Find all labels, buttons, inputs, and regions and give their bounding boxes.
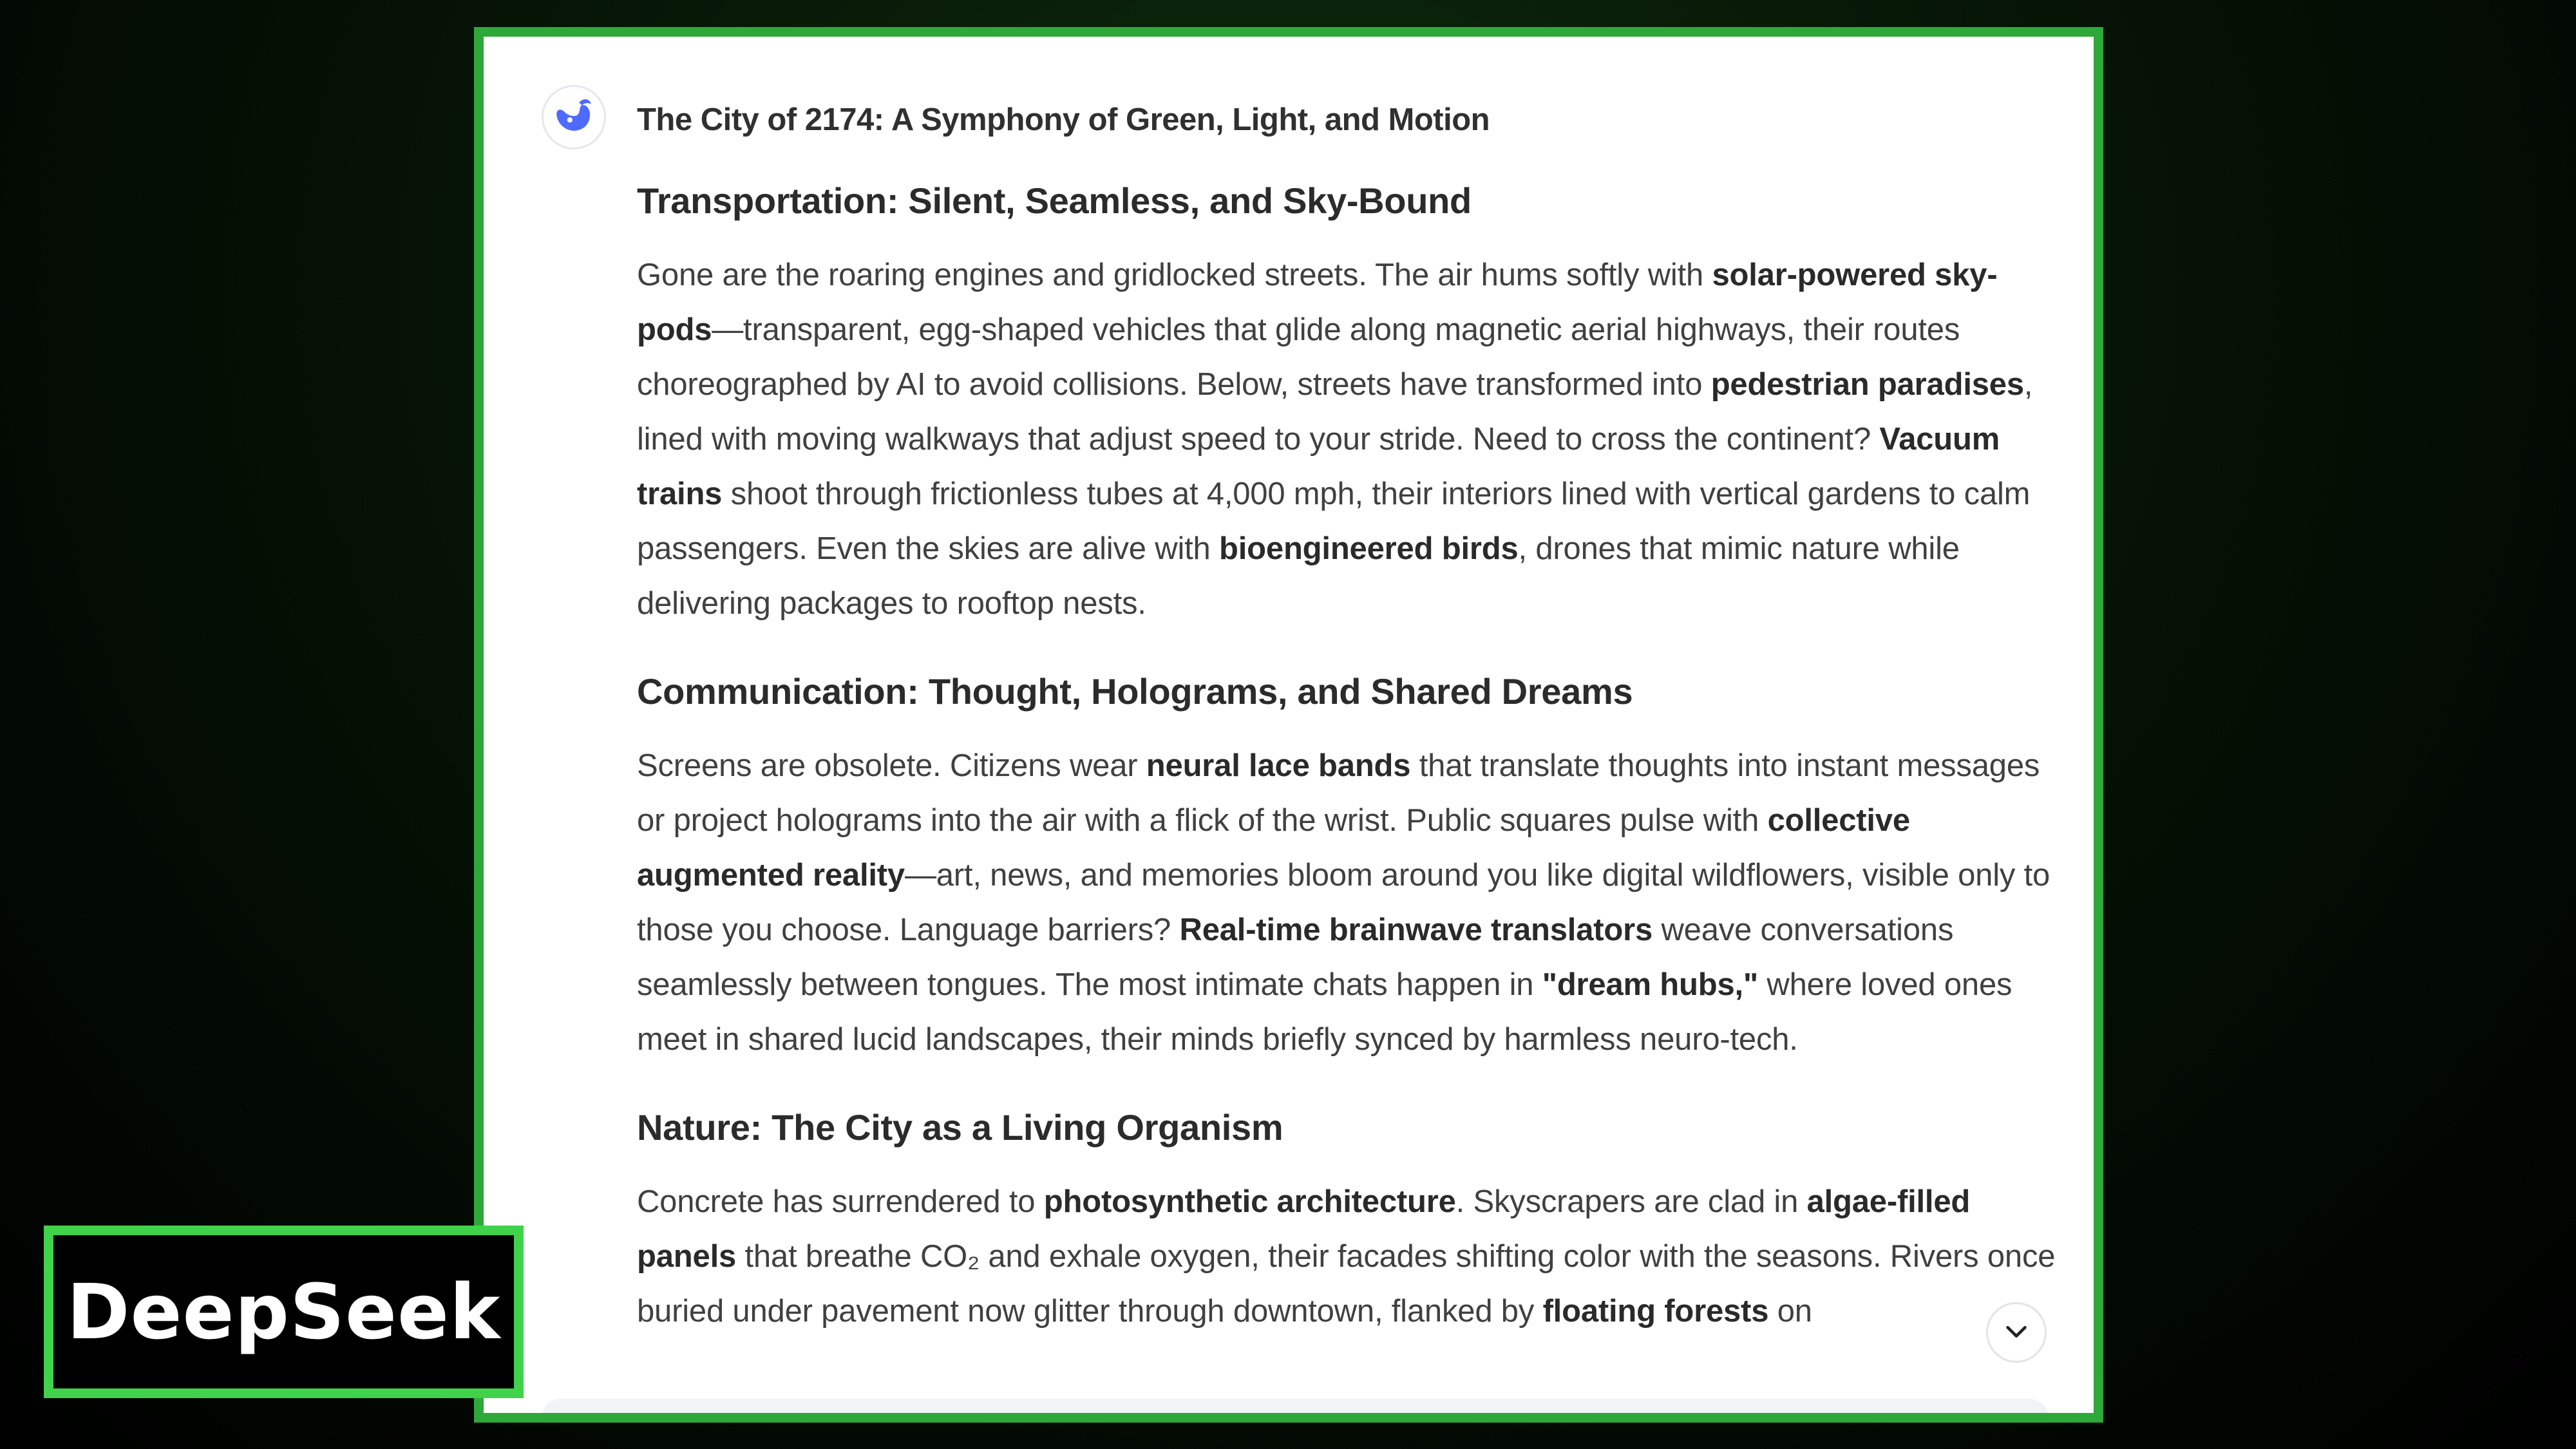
chat-panel [474,27,2103,1423]
section-paragraph-transportation [637,248,2067,631]
text-run: Screens are obsolete. Citizens wear [637,748,1146,784]
scroll-to-bottom-button[interactable] [1986,1302,2047,1363]
text-run: Concrete has surrendered to [637,1184,1044,1220]
section-paragraph-nature [637,1175,2067,1339]
bold-phrase: collective augmented reality [637,803,1910,893]
text-run: that breathe CO₂ and exhale oxygen, their facades shifting color with the seasons. Rivers once buried under pavement now glitter through downtown, flanked by [637,1239,2056,1329]
text-run: , lined with moving walkways that adjust speed to your stride. Need to cross the continent? [637,366,2033,457]
section-heading-nature: Nature: The City as a Living Organism [637,1107,1283,1148]
bold-phrase: photosynthetic architecture [1043,1184,1456,1220]
text-run: shoot through frictionless tubes at 4,000 mph, their interiors lined with vertical gardens to calm passengers. Even the skies are alive with [637,476,2031,566]
section-paragraph-communication [637,739,2067,1067]
text-run: —art, news, and memories bloom around you like digital wildflowers, visible only to those you choose. Language barriers? [637,858,2050,948]
bold-phrase: bioengineered birds [1219,531,1519,566]
bold-phrase: Vacuum trains [637,421,2000,511]
bold-phrase: "dream hubs," [1542,967,1758,1003]
response-title: The City of 2174: A Symphony of Green, Light, and Motion [637,102,1490,137]
text-run: weave conversations seamlessly between tongues. The most intimate chats happen in [637,913,1954,1003]
message-content [637,101,2067,1378]
deepseek-brand-badge [44,1226,524,1398]
text-run: on [1768,1294,1812,1329]
text-run: —transparent, egg-shaped vehicles that glide along magnetic aerial highways, their routes choreographed by AI to avoid collisions. Below, streets have transformed into [637,312,1960,402]
bold-phrase: pedestrian paradises [1710,366,2024,402]
text-run: that translate thoughts into instant messages or project holograms into the air with a flick of the wrist. Public squares pulse with [637,748,2040,838]
text-run: . Skyscrapers are clad in [1455,1184,1807,1220]
bold-phrase: Real-time brainwave translators [1179,913,1653,948]
bold-phrase: neural lace bands [1146,748,1411,784]
bold-phrase: floating forests [1542,1294,1769,1329]
bold-phrase: solar-powered sky-pods [637,257,1998,347]
deepseek-avatar [542,85,606,149]
chevron-down-icon [2002,1316,2031,1349]
chat-input-bar[interactable] [542,1399,2049,1423]
brand-label: DeepSeek [66,1267,501,1356]
bold-phrase: algae-filled panels [637,1184,1971,1274]
text-run: Gone are the roaring engines and gridlocked streets. The air hums softly with [637,257,1712,292]
whale-logo-icon [553,95,595,140]
text-run: where loved ones meet in shared lucid landscapes, their minds briefly synced by harmless neuro-tech. [637,967,2012,1057]
section-heading-communication: Communication: Thought, Holograms, and Shared Dreams [637,670,1633,712]
section-heading-transportation: Transportation: Silent, Seamless, and Sky-Bound [637,180,1472,221]
text-run: , drones that mimic nature while delivering packages to rooftop nests. [637,531,1960,621]
